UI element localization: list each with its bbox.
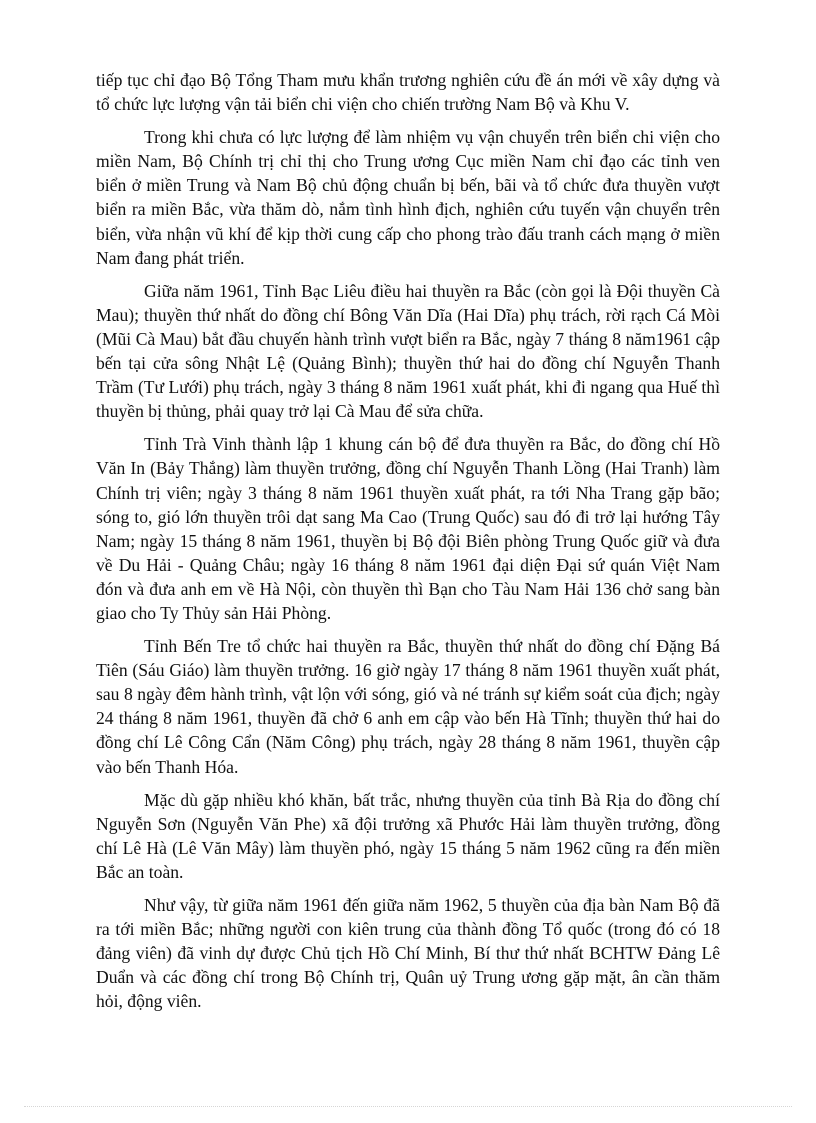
paragraph-tra-vinh-boat: Tỉnh Trà Vinh thành lập 1 khung cán bộ để đưa thuyền ra Bắc, do đồng chí Hồ Văn In (Bảy Thắng) làm thuyền trưởng, đồng chí Nguyễn Thanh Lồng (Hai Tranh) làm Chính trị viên; ngày 3 tháng 8 năm 1961 thuyền xuất phát, ra tới Nha Trang gặp bão; sóng to, gió lớn thuyền trôi dạt sang Ma Cao (Trung Quốc) sau đó đi trở lại hướng Tây Nam; ngày 15 tháng 8 năm 1961, thuyền bị Bộ đội Biên phòng Trung Quốc giữ và đưa về Du Hải - Quảng Châu; ngày 16 tháng 8 năm 1961 đại diện Đại sứ quán Việt Nam đón và đưa anh em về Hà Nội, còn thuyền thì Bạn cho Tàu Nam Hải 136 chở sang bàn giao cho Ty Thủy sản Hải Phòng. [96,434,720,623]
paragraph-continuation: tiếp tục chỉ đạo Bộ Tổng Tham mưu khẩn trương nghiên cứu đề án mới về xây dựng và tổ chức lực lượng vận tải biển chi viện cho chiến trường Nam Bộ và Khu V. [96,70,720,115]
paragraph-ba-ria-boat: Mặc dù gặp nhiều khó khăn, bất trắc, nhưng thuyền của tỉnh Bà Rịa do đồng chí Nguyễn Sơn (Nguyễn Văn Phe) xã đội trưởng xã Phước Hải làm thuyền trưởng, đồng chí Lê Hà (Lê Văn Mây) làm thuyền phó, ngày 15 tháng 5 năm 1962 cũng ra đến miền Bắc an toàn. [96,789,720,882]
document-body [96,68,720,1022]
paragraph-southern-preparation: Trong khi chưa có lực lượng để làm nhiệm vụ vận chuyển trên biển chi viện cho miền Nam, Bộ Chính trị chỉ thị cho Trung ương Cục miền Nam chỉ đạo các tỉnh ven biển ở miền Trung và Nam Bộ chủ động chuẩn bị bến, bãi và tổ chức đưa thuyền vượt biển ra miền Bắc, vừa thăm dò, nắm tình hình địch, nghiên cứu tuyến vận chuyển trên biển, vừa nhận vũ khí để kịp thời cung cấp cho phong trào đấu tranh cách mạng ở miền Nam đang phát triển. [96,127,720,268]
paragraph-summary: Như vậy, từ giữa năm 1961 đến giữa năm 1962, 5 thuyền của địa bàn Nam Bộ đã ra tới miền Bắc; những người con kiên trung của thành đồng Tổ quốc (trong đó có 18 đảng viên) đã vinh dự được Chủ tịch Hồ Chí Minh, Bí thư thứ nhất BCHTW Đảng Lê Duẩn và các đồng chí trong Bộ Chính trị, Quân uỷ Trung ương gặp mặt, ân cần thăm hỏi, động viên. [96,895,720,1012]
page-bottom-divider [24,1106,792,1107]
paragraph-bac-lieu-boats: Giữa năm 1961, Tỉnh Bạc Liêu điều hai thuyền ra Bắc (còn gọi là Đội thuyền Cà Mau); thuyền thứ nhất do đồng chí Bông Văn Dĩa (Hai Dĩa) phụ trách, rời rạch Cá Mòi (Mũi Cà Mau) bắt đầu chuyến hành trình vượt biển ra Bắc, ngày 7 tháng 8 năm1961 cập bến tại cửa sông Nhật Lệ (Quảng Bình); thuyền thứ hai do đồng chí Nguyễn Thanh Trầm (Tư Lưới) phụ trách, ngày 3 tháng 8 năm 1961 xuất phát, khi đi ngang qua Huế thì thuyền bị thủng, phải quay trở lại Cà Mau để sửa chữa. [96,280,720,422]
paragraph-ben-tre-boats: Tỉnh Bến Tre tổ chức hai thuyền ra Bắc, thuyền thứ nhất do đồng chí Đặng Bá Tiên (Sáu Giáo) làm thuyền trưởng. 16 giờ ngày 17 tháng 8 năm 1961 thuyền xuất phát, sau 8 ngày đêm hành trình, vật lộn với sóng, gió và né tránh sự kiểm soát của địch; ngày 24 tháng 8 năm 1961, thuyền đã chở 6 anh em cập vào bến Hà Tĩnh; thuyền thứ hai do đồng chí Lê Công Cẩn (Năm Công) phụ trách, ngày 28 tháng 8 năm 1961, thuyền cập vào bến Thanh Hóa. [96,636,720,777]
